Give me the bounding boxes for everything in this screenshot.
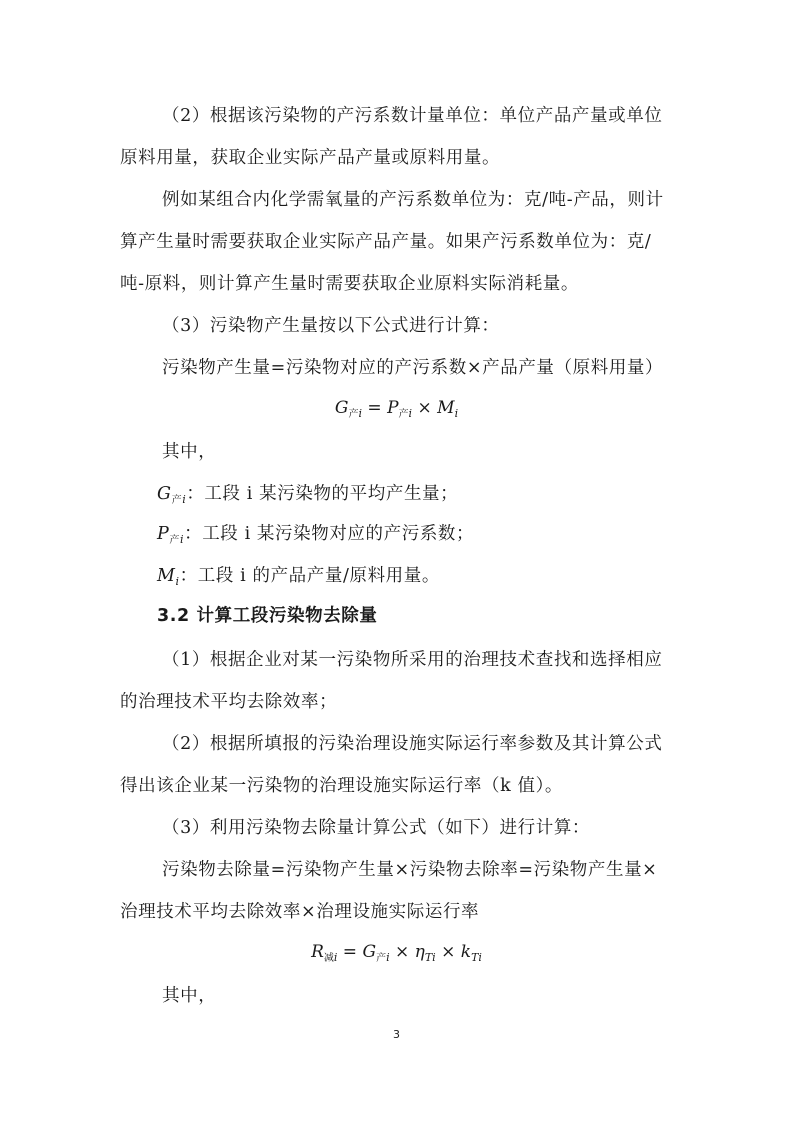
paragraph-line: 吨-原料，则计算产生量时需要获取企业原料实际消耗量。 xyxy=(120,274,580,294)
paragraph-line: 原料用量，获取企业实际产品产量或原料用量。 xyxy=(120,148,501,168)
section-heading: 3.2 计算工段污染物去除量 xyxy=(157,606,378,626)
definition-line: $G_{产i}$：工段 i 某污染物的平均产生量； xyxy=(157,484,459,506)
paragraph-line: 污染物产生量=污染物对应的产污系数×产品产量（原料用量） xyxy=(162,358,664,378)
page-number: 3 xyxy=(393,1028,400,1041)
paragraph-line: 得出该企业某一污染物的治理设施实际运行率（k 值）。 xyxy=(120,776,564,796)
paragraph-line: 污染物去除量=污染物产生量×污染物去除率=污染物产生量× xyxy=(162,860,658,880)
paragraph-line: 的治理技术平均去除效率； xyxy=(120,692,338,712)
paragraph-line: 算产生量时需要获取企业实际产品产量。如果产污系数单位为：克/ xyxy=(120,232,652,252)
definition-line: $P_{产i}$：工段 i 某污染物对应的产污系数； xyxy=(157,524,475,546)
formula-generation: $G_{产i} = P_{产i} \times M_i$ xyxy=(334,398,459,420)
paragraph-line: （2）根据所填报的污染治理设施实际运行率参数及其计算公式 xyxy=(162,734,663,754)
paragraph-line: （3）利用污染物去除量计算公式（如下）进行计算： xyxy=(162,818,591,838)
paragraph-line: 例如某组合内化学需氧量的产污系数单位为：克/吨-产品，则计 xyxy=(162,190,664,210)
definition-line: $M_i$：工段 i 的产品产量/原料用量。 xyxy=(157,566,440,588)
paragraph-line: 其中， xyxy=(162,442,217,462)
paragraph-line: 其中， xyxy=(162,986,217,1006)
paragraph-line: （1）根据企业对某一污染物所采用的治理技术查找和选择相应 xyxy=(162,650,663,670)
paragraph-line: 治理技术平均去除效率×治理设施实际运行率 xyxy=(120,902,480,922)
paragraph-line: （2）根据该污染物的产污系数计量单位：单位产品产量或单位 xyxy=(162,106,663,126)
formula-removal: $R_{减i} = G_{产i} \times \eta_{Ti} \times k_{Ti}$ xyxy=(311,942,482,964)
paragraph-line: （3）污染物产生量按以下公式进行计算： xyxy=(162,316,500,336)
